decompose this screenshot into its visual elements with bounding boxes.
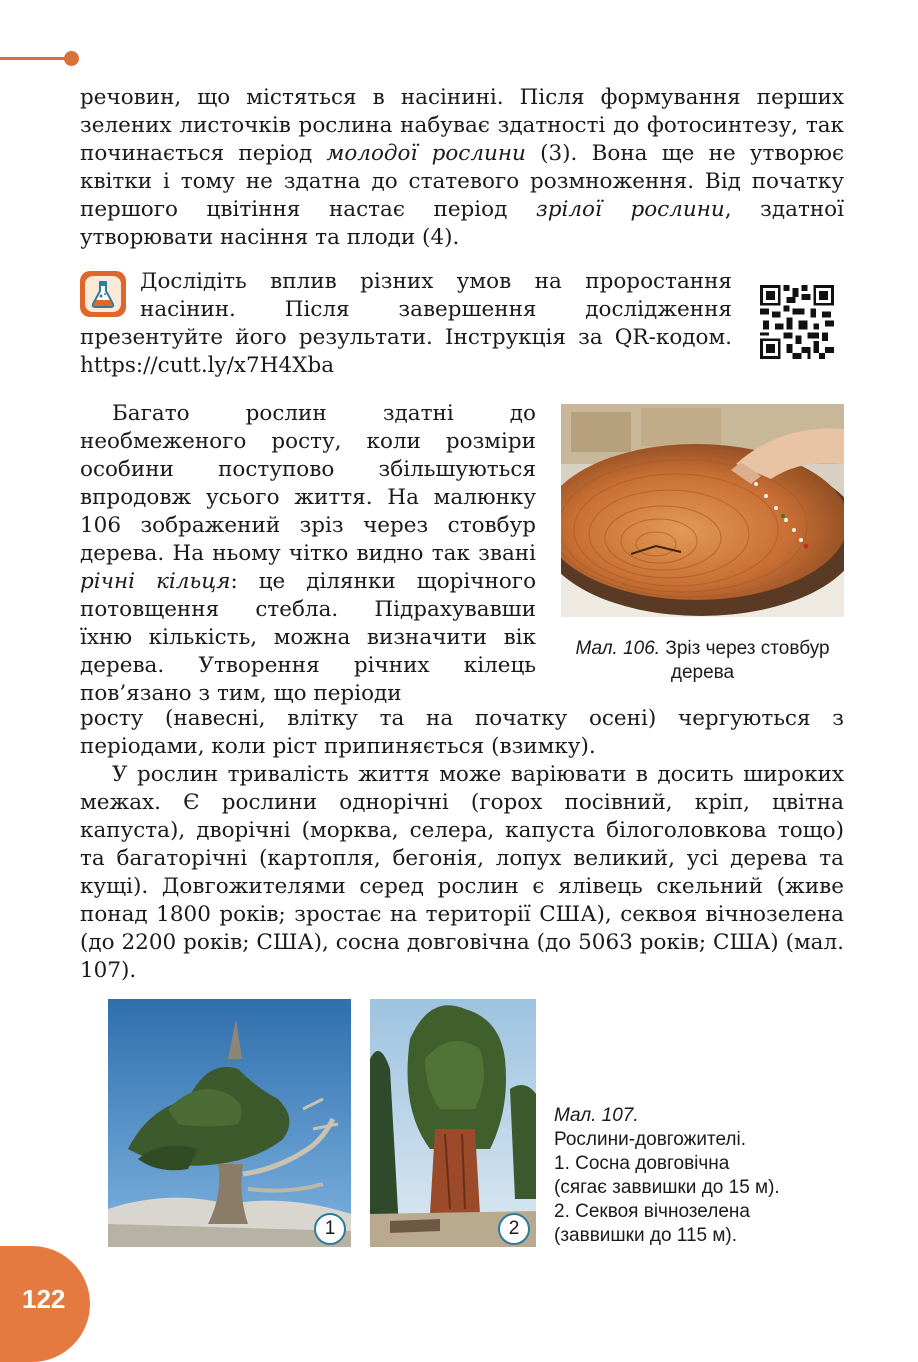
- paragraph-2: [80, 400, 536, 708]
- paragraph-1-text: речовин, що містяться в насінині. Після формування перших зелених листочків рослина набуває здатності до фотосинтезу, так починається період: [80, 85, 844, 166]
- giant-sequoia-photo: [370, 999, 536, 1247]
- term-annual-rings: річні кільця: [80, 569, 231, 594]
- figure-106-caption: [561, 637, 844, 685]
- paragraph-2-text-2: : це ділянки щорічного потовщення стебла. Підрахувавши їхню кількість, можна визначити вік дерева. Утворення річних кілець пов’язано з тим, що періоди: [80, 569, 537, 706]
- figure-107-caption: [554, 1104, 854, 1248]
- figure-107-item-2-note: (заввишки до 115 м).: [554, 1225, 738, 1246]
- bristlecone-pine-photo: [108, 999, 351, 1247]
- tree-stump-cross-section-photo: [561, 404, 844, 617]
- paragraph-3: [80, 761, 844, 985]
- header-decor-line: [0, 57, 70, 60]
- paragraph-2-text-3: росту (навесні, влітку та на початку осені) чергуються з періодами, коли ріст припиняється (взимку).: [80, 706, 844, 759]
- term-young-plant: молодої рослини: [326, 141, 526, 166]
- figure-107-item-1: 1. Сосна довговічна: [554, 1153, 730, 1174]
- figure-107-badge-2: 2: [498, 1213, 530, 1245]
- term-mature-plant: зрілої рослини: [535, 197, 725, 222]
- figure-107-item-2: 2. Секвоя вічнозелена: [554, 1201, 750, 1222]
- paragraph-2-text: Багато рослин здатні до необмеженого росту, коли розміри особини поступово збільшуються впродовж усього життя. На малюнку 106 зображений зріз через стовбур дерева. На ньому чітко видно так звані: [80, 401, 536, 566]
- figure-106-label: Мал. 106.: [575, 638, 661, 659]
- paragraph-1: [80, 84, 844, 252]
- task-text: Дослідіть вплив різних умов на проростання насінин. Після завершення дослідження презентуйте його результати. Інструкція за QR-кодом. https://cutt.ly/x7H4Xba: [80, 269, 732, 378]
- qr-code-icon[interactable]: [760, 285, 834, 359]
- figure-107-item-1-note: (сягає заввишки до 15 м).: [554, 1177, 780, 1198]
- figure-107-label: Мал. 107.: [554, 1105, 639, 1126]
- paragraph-3-text: У рослин тривалість життя може варіювати в досить широких межах. Є рослини однорічні (горох посівний, кріп, цвітна капуста), дворічні (морква, селера, капуста білоголовкова тощо) та багаторічні (картопля, бегонія, лопух великий, усі дерева та кущі). Довгожителями серед рослин є ялівець скельний (живе понад 1800 років; зростає на території США), секвоя вічнозелена (до 2200 років; США), сосна довговічна (до 5063 років; США) (мал. 107).: [80, 762, 844, 983]
- paragraph-2-continued: [80, 705, 844, 761]
- page-number: 122: [22, 1284, 66, 1314]
- figure-107-badge-1: 1: [314, 1213, 346, 1245]
- paragraph-1-text-2: (3). Вона ще не утворює квітки і тому не здатна до статевого розмноження. Від початку першого цвітіння настає період: [80, 141, 844, 222]
- paragraph-1-text-3: , здатної утворювати насіння та плоди (4).: [80, 197, 844, 250]
- figure-107-title: Рослини-довгожителі.: [554, 1129, 746, 1150]
- figure-106-text: Зріз через стовбур дерева: [665, 638, 830, 683]
- header-decor-dot: [64, 51, 79, 66]
